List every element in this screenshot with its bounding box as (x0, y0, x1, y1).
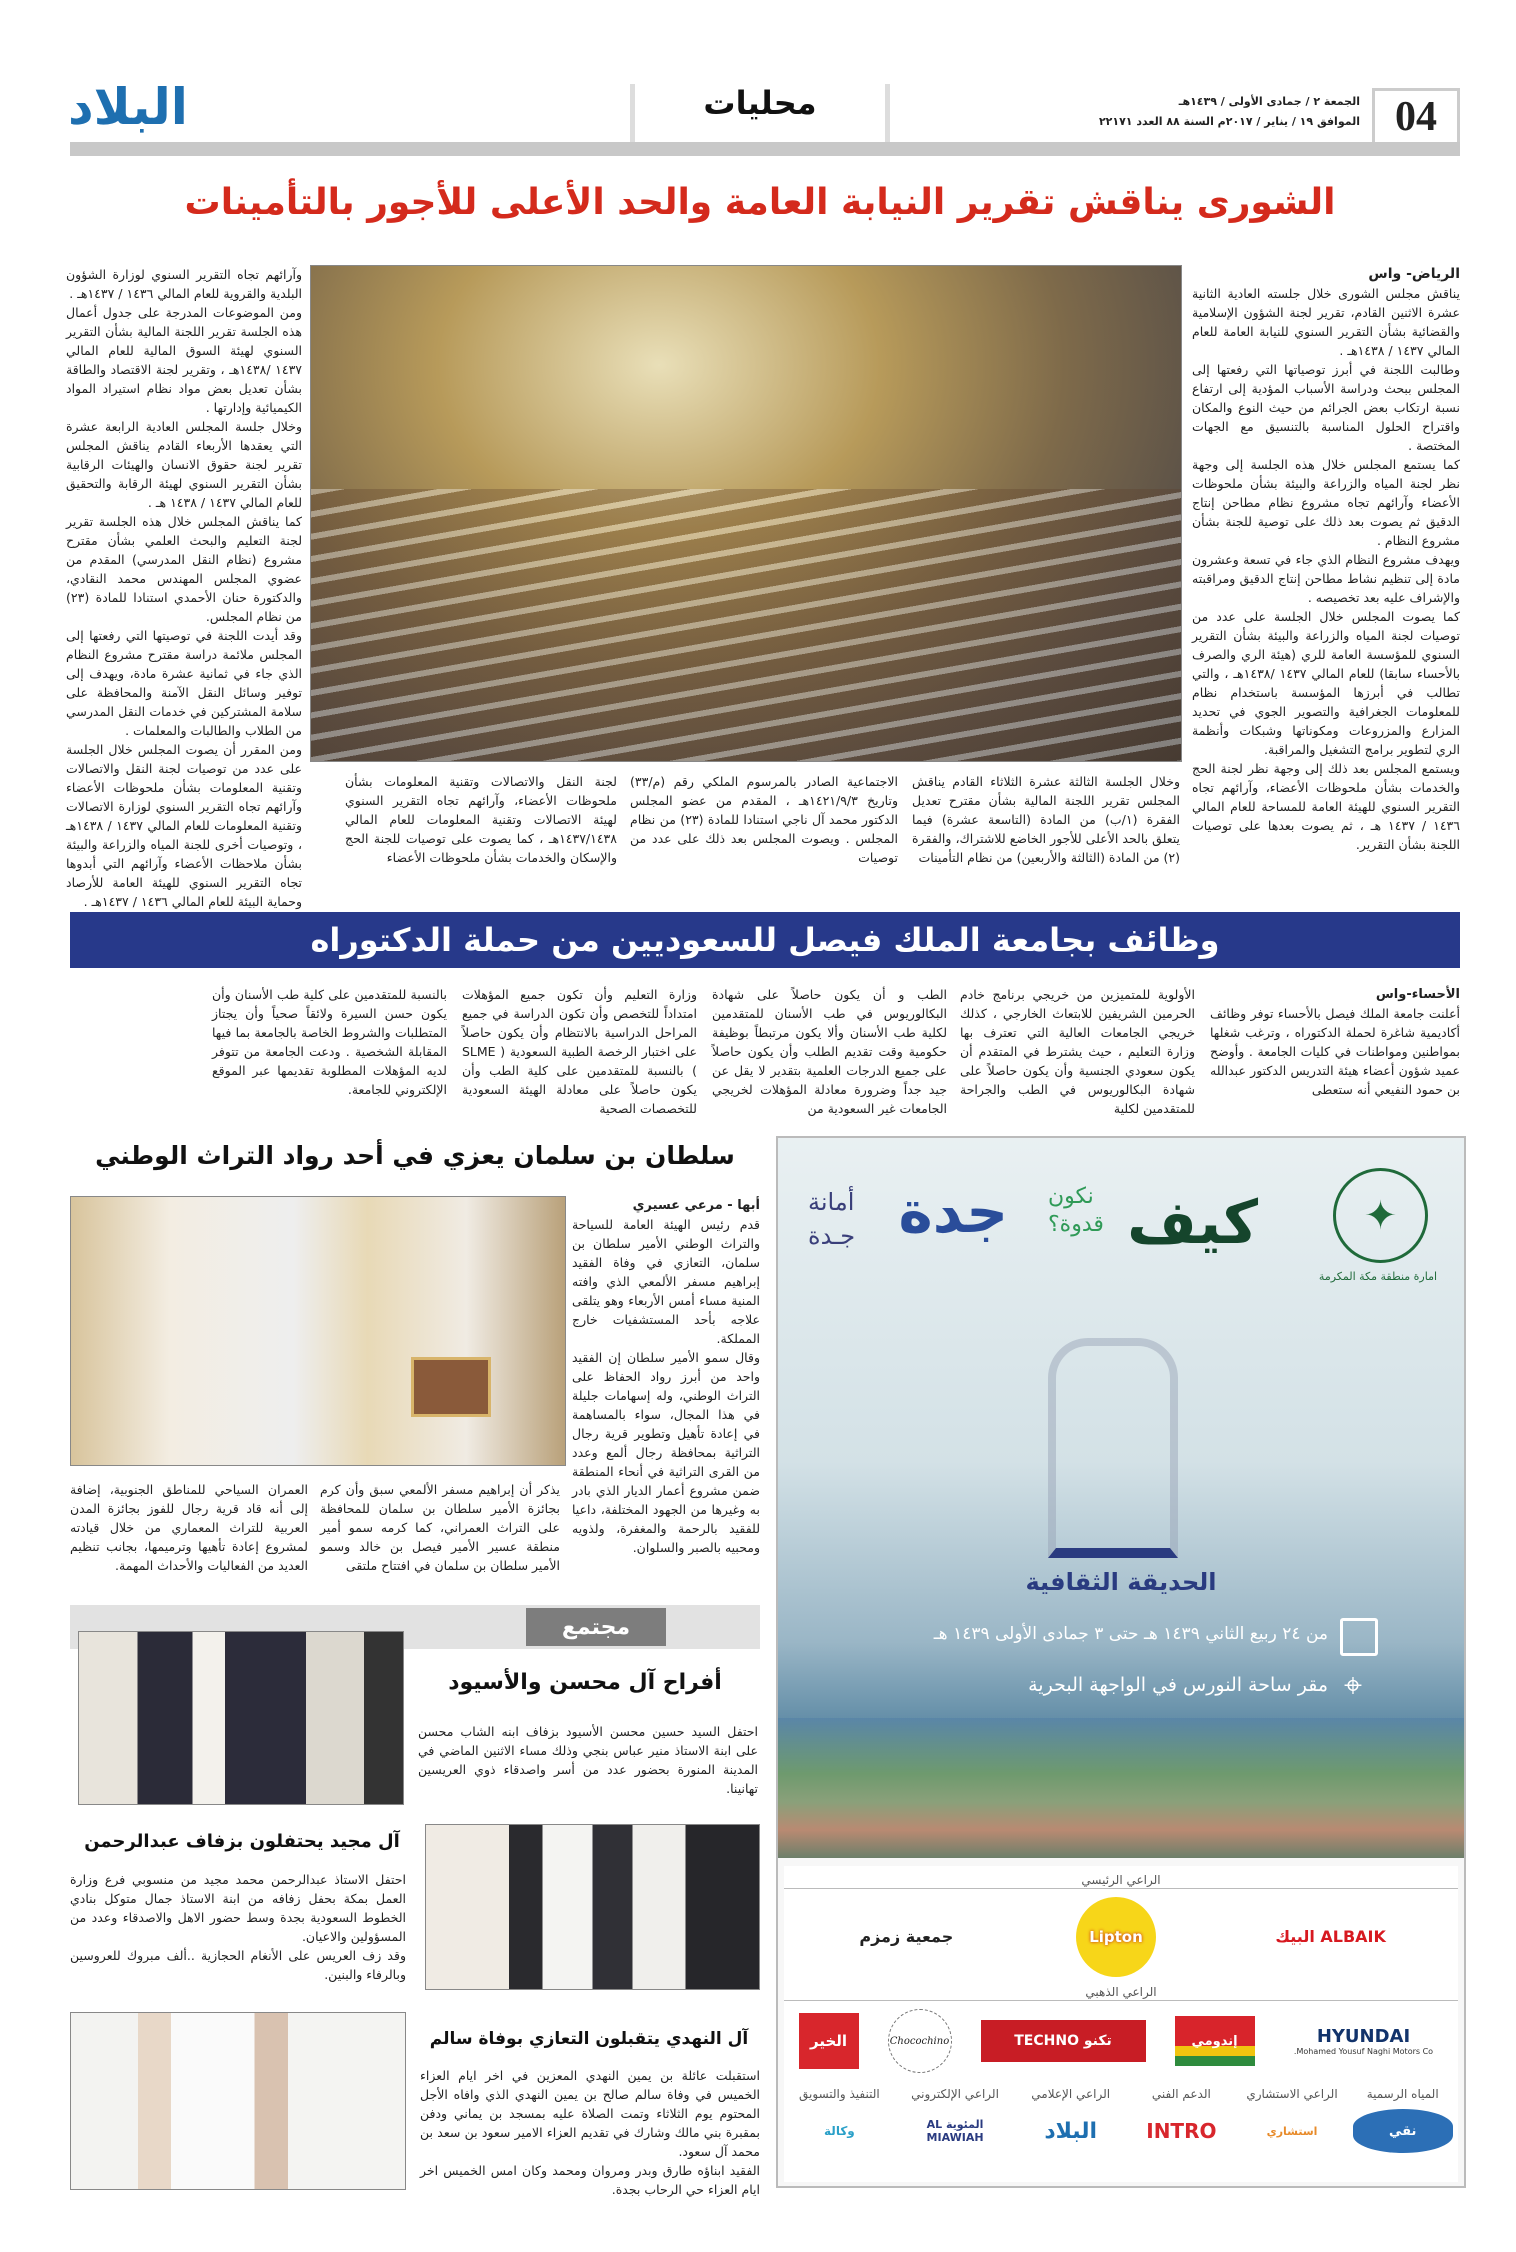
article3-col-right (572, 1196, 760, 1557)
slogan-sub: قدوة؟ (1048, 1212, 1104, 1237)
sponsor-online (900, 2087, 1010, 2153)
article2-col-5: بالنسبة للمتقدمين على كلية طب الأسنان وأن يكون حسن السيرة ولائقاً صحياً وأن يجتاز المتطلبات والشروط الخاصة بالجامعة بما فيها المقابلة الشخصية . ودعت الجامعة من تتوفر لديه المؤهلات المطلوبة تقديمها عبر الموقع الإلكتروني للجامعة. (212, 987, 447, 1097)
sponsor-hyundai (1284, 2026, 1444, 2056)
sponsor-logo: البلاد (1044, 2118, 1098, 2144)
hyundai-dealer: Mohamed Yousuf Naghi Motors Co. (1293, 2047, 1434, 2056)
calendar-icon (1340, 1618, 1378, 1656)
paragraph: الفقيد ابناؤه طارق وبدر ومروان ومحمد وكان امس الخميس اخر ايام العزاء حي الرحاب بجدة. (420, 2163, 760, 2197)
article3-col-bottom-2: العمران السياحي للمناطق الجنوبية، إضافة إلى أنه قاد قرية رجال للفوز بجائزة المدن العربية للتراث المعماري من خلال قيادته لمشروع إعادة تأهيها وترميمها، بجانب تنظيم العديد من الفعاليات والأحداث المهمة. (70, 1482, 308, 1573)
sponsor-role: الراعي الاستشاري (1246, 2087, 1338, 2101)
newspaper-logo[interactable]: البلاد (68, 78, 188, 136)
paragraph: وقد أيدت اللجنة في توصيتها التي رفعتها إلى المجلس ملائمة دراسة مقترح مشروع النظام الذي جاء في ثمانية عشرة مادة، ويهدف إلى توفير وسائل النقل الآمنة والمحافظة على سلامة المشتركين في خدمات النقل المدرسي من الطلاب والطالبات والمعلمات . (66, 628, 302, 738)
jeddah-municipality-logo (808, 1178, 1008, 1278)
dateline: الرياض- واس (1368, 266, 1460, 282)
paragraph: أعلنت جامعة الملك فيصل بالأحساء توفر وظائف أكاديمية شاغرة لحملة الدكتوراه ، وترغب شغلها بمواطنين ومواطنات في كليات الجامعة . وأوضح عميد شؤون أعضاء هيئة التدريس الدكتور عبدالله بن حمود النفيعي أنه ستعطى (1210, 1006, 1460, 1097)
headline-wedding-2: آل مجيد يحتفلون بزفاف عبدالرحمن (84, 1831, 400, 1852)
headline-sultan: سلطان بن سلمان يعزي في أحد رواد التراث الوطني (95, 1141, 735, 1170)
header-rule (70, 142, 1460, 156)
condolence-photo (70, 1196, 566, 1466)
sponsor-lipton-logo: Lipton (1076, 1897, 1156, 1977)
section-title: محليات (703, 84, 817, 122)
section-label-text: مجتمع (561, 1614, 631, 1640)
paragraph: كما يصوت المجلس خلال الجلسة على عدد من توصيات لجنة المياه والزراعة والبيئة بشأن التقرير السنوي للمؤسسة العامة للري (هيئة الري والصرف بالأحساء سابقا) للعام المالي ١٤٣٧ /١٤٣٨هـ ، والتي تطالب في أبرزها المؤسسة باستخدام نظام للمعلومات الجغرافية والتصوير الجوي في تحديد المزارع والمزروعات ومكوناتها وشبكات وأنظمة الري لتطوير برامج التشغيل والمراقبة. (1192, 609, 1460, 757)
book-logo-icon (1048, 1338, 1178, 1558)
section-tab (630, 84, 890, 144)
paragraph: كما يناقش المجلس خلال هذه الجلسة تقرير لجنة التعليم والبحث العلمي بشأن مقترح مشروع (نظام النقل المدرسي) المقدم من عضوي المجلس المهندس محمد النقادي، والدكتورة حنان الأحمدي استنادا للمادة (٢٣) من نظام المجلس. (66, 514, 302, 624)
page-number-box (1372, 88, 1460, 146)
date-gregorian: الموافق ١٩ / يناير / ٢٠١٧م السنة ٨٨ العدد ٢٢١٧١ (1098, 115, 1360, 128)
logo-small: جـدة (808, 1222, 856, 1250)
shura-chamber-photo (310, 265, 1182, 762)
event-name: الحديقة الثقافية (1025, 1568, 1217, 1596)
cultural-park-ad[interactable] (776, 1136, 1466, 2188)
article1-col-bottom-3: لجنة النقل والاتصالات وتقنية المعلومات بشأن ملحوظات الأعضاء، وآرائهم تجاه التقرير السنوي لهيئة الاتصالات وتقنية المعلومات للعام المالي ١٤٣٧/١٤٣٨هـ ، كما يصوت على توصيات للجنة الحج والإسكان والخدمات بشأن ملحوظات الأعضاء (345, 774, 617, 865)
article2-col-2: الأولوية للمتميزين من خريجي برنامج خادم الحرمين الشريفين للابتعاث الخارجي ، كذلك خريجي الجامعات العالية التي تعترف بها وزارة التعليم ، حيث يشترط في المتقدم أن يكون سعودي الجنسية وأن يكون حاصلاً على شهادة البكالوريوس في الطب والجراحة للمتقدمين لكلية (960, 987, 1195, 1116)
sponsor-media (1021, 2087, 1121, 2153)
sponsor-technical (1131, 2087, 1231, 2153)
slogan-main: كيف (1127, 1188, 1258, 1258)
paragraph: ومن المقرر أن يصوت المجلس خلال الجلسة على عدد من توصيات لجنة النقل والاتصالات وتقنية المعلومات بشأن ملحوظات الأعضاء وآرائهم تجاه التقرير السنوي لوزارة الاتصالات وتقنية المعلومات للعام المالي ١٤٣٧ / ١٤٣٨هـ ، وتوصيات أخرى للجنة المياه والزراعة والبيئة بشأن ملاحظات الأعضاء وآرائهم التي أبدوها تجاه التقرير السنوي للهيئة العامة للأرصاد وحماية البيئة للعام المالي ١٤٣٦ / ١٤٣٧هـ . (66, 742, 302, 909)
sponsor-logo: استشاري (1266, 2124, 1318, 2138)
issue-date (940, 92, 1360, 132)
community-section-label (526, 1608, 666, 1646)
sponsor-logo: INTRO (1146, 2119, 1217, 2143)
gold-sponsor-label: الراعي الذهبي (784, 1984, 1458, 2001)
sponsor-role: الدعم الفني (1151, 2087, 1211, 2101)
sponsor-role: الراعي الإعلامي (1031, 2087, 1111, 2101)
sponsor-role: الراعي الإلكتروني (911, 2087, 999, 2101)
headline-wedding-1: أفراح آل محسن والأسيود (448, 1670, 722, 1695)
article1-col-bottom-1: وخلال الجلسة الثالثة عشرة الثلاثاء القادم يناقش المجلس تقرير اللجنة المالية بشأن مقترح تعديل الفقرة (١/ب) من المادة (التاسعة عشرة) فيما يتعلق بالحد الأعلى للأجور الخاضع للاشتراك، والفقرة (٢) من المادة (الثالثة والأربعين) من نظام التأمينات (912, 774, 1180, 865)
paragraph: وطالبت اللجنة في أبرز توصياتها التي رفعتها إلى المجلس ببحث ودراسة الأسباب المؤدية إلى ارتفاع نسبة ارتكاب بعض الجرائم من حيث النوع والمكان واقتراح الحلول المناسبة بالتنسيق مع الجهات المختصة . (1192, 362, 1460, 453)
article1-col-left (66, 265, 302, 911)
sponsor-alkhair-logo: الخير (799, 2013, 859, 2069)
condolence-text (420, 2066, 760, 2199)
page-number: 04 (1395, 94, 1437, 140)
sponsor-zamzam-logo: جمعية زمزم (859, 1927, 954, 1946)
headline-shura: الشورى يناقش تقرير النيابة العامة والحد الأعلى للأجور بالتأمينات (184, 182, 1336, 223)
sponsor-marketing (789, 2087, 889, 2153)
slogan-sub: نكون (1048, 1184, 1094, 1209)
wedding-photo-1 (78, 1631, 404, 1805)
byline: أبها - مرعي عسيري (632, 1198, 760, 1213)
article2-col-1 (1210, 985, 1460, 1097)
paragraph: يناقش مجلس الشورى خلال جلسته العادية الثانية عشرة الاثنين القادم، تقرير لجنة الشؤون الإسلامية والقضائية بشأن التقرير السنوي للنيابة العامة للعام المالي ١٤٣٧ / ١٤٣٨هـ . (1192, 286, 1460, 358)
headline-banner (70, 912, 1460, 968)
sponsor-consultant (1242, 2087, 1342, 2153)
wedding-1-text: احتفل السيد حسين محسن الأسيود بزفاف ابنه الشاب محسن على ابنة الاستاذ منير عباس بنجي وذلك مساء الاثنين الماضي في المدينة المنورة بحضور عدد من أسر واصدقاء ذوي العريسين تهانينا. (418, 1724, 758, 1796)
paragraph: وقد زف العريس على الأنغام الحجازية ..ألف مبروك للعروسين وبالرفاء والبنين. (70, 1948, 406, 1982)
emblem-icon: ✦ (1333, 1168, 1428, 1263)
dateline: الأحساء-واس (1375, 987, 1460, 1002)
sponsor-role: التنفيذ والتسويق (799, 2087, 880, 2101)
sponsor-water (1353, 2087, 1453, 2153)
paragraph: ومن الموضوعات المدرجة على جدول أعمال هذه الجلسة تقرير اللجنة المالية بشأن التقرير السنوي لهيئة السوق المالية للعام المالي ١٤٣٧ /١٤٣٨هـ ، وتقرير لجنة الاقتصاد والطاقة بشأن تعديل بعض مواد نظام استيراد المواد الكيميائية وإدارتها . (66, 305, 302, 415)
article2-col-3: الطب و أن يكون حاصلاً على شهادة البكالوريوس في طب الأسنان للمتقدمين لكلية طب الأسنان وألا يكون مرتبطاً بوظيفة حكومية وقت تقديم الطلب وأن يكون حاصلاً على جميع الدرجات العلمية بتقدير لا يقل عن جيد جداً وضرورة معادلة المؤهلات لخريجي الجامعات غير السعودية من (712, 987, 947, 1116)
paragraph: ويستمع المجلس بعد ذلك إلى وجهة نظر لجنة الحج والخدمات بشأن ملحوظات الأعضاء، وآرائهم تجاه التقرير السنوي للهيئة العامة للمساحة للعام المالي ١٤٣٦ / ١٤٣٧ هـ ، ثم يصوت بعدها على توصيات اللجنة بشأن التقرير. (1192, 761, 1460, 852)
article3-col-bottom-1: يذكر أن إبراهيم مسفر الألمعي سبق وأن كرم بجائزة الأمير سلطان بن سلمان للمحافظة على التراث العمراني، كما كرمه سمو أمير منطقة عسير الأمير فيصل بن خالد وسمو الأمير سلطان بن سلمان في افتتاح ملتقى (320, 1482, 560, 1573)
article1-col-bottom-2: الاجتماعية الصادر بالمرسوم الملكي رقم (م/٣٣) وتاريخ ١٤٢١/٩/٣هـ ، المقدم من عضو المجلس الدكتور محمد آل ناجي استنادا للمادة (٢٣) من نظام المجلس . ويصوت المجلس بعد ذلك على عدد من توصيات (630, 774, 899, 865)
sponsor-logo: نقي (1353, 2109, 1453, 2153)
sponsor-indomie-logo: إندومي (1175, 2016, 1255, 2066)
condolence-photo-2 (70, 2012, 406, 2190)
paragraph: وقال سمو الأمير سلطان إن الفقيد واحد من أبرز رواد الحفاظ على التراث الوطني، وله إسهامات جليلة في هذا المجال، سواء بالمساهمة في إعادة تأهيل وتطوير قرية رجال التراثية بمحافظة رجال ألمع وعدد من القرى التراثية في أنحاء المنطقة ضمن مشروع أعمار الديار الذي بادر به وغيرها من الجهود المختلفة، داعيا للفقيد بالرحمة والمغفرة، ولذويه ومحبيه بالصبر والسلوان. (572, 1350, 760, 1555)
waterfront-aerial-photo (778, 1718, 1464, 1858)
sponsor-role: المياه الرسمية (1366, 2087, 1439, 2101)
sponsor-techno-logo: تكنو TECHNO (981, 2020, 1146, 2062)
sponsor-chocochino-logo: Chocochino (888, 2009, 952, 2073)
paragraph: كما يستمع المجلس خلال هذه الجلسة إلى وجهة نظر لجنة المياه والزراعة والبيئة بشأن ملحوظات الأعضاء وآرائهم تجاه مشروع نظام مطاحن إنتاج الدقيق ثم يصوت بعد ذلك على توصية للجنة بشأن مشروع النظام . (1192, 457, 1460, 548)
logo-big: جدة (898, 1178, 1008, 1246)
paragraph: وخلال جلسة المجلس العادية الرابعة عشرة التي يعقدها الأربعاء القادم يناقش المجلس تقرير لجنة حقوق الانسان والهيئات الرقابية بشأن التقرير السنوي لهيئة الرقابة والتحقيق للعام المالي ١٤٣٧ / ١٤٣٨ هـ . (66, 419, 302, 510)
headline-condolence: آل النهدي يتقبلون التعازي بوفاة سالم (429, 2029, 749, 2049)
wedding-photo-2 (425, 1824, 760, 1990)
org-right-name: امارة منطقة مكة المكرمة (1318, 1270, 1438, 1283)
article1-col-right (1192, 265, 1460, 854)
paragraph: احتفل الاستاذ عبدالرحمن محمد مجيد من منسوبي فرع وزارة العمل بمكة بحفل زفافه من ابنة الاستاذ جمال متوكل بنادي الخطوط السعودية بجدة وسط حضور الاهل والاصدقاء وعدد من المسؤولين والاعيان. (70, 1872, 406, 1944)
headline-king-faisal-jobs: وظائف بجامعة الملك فيصل للسعوديين من حملة الدكتوراه (310, 920, 1220, 959)
date-hijri: الجمعة ٢ / جمادى الأولى / ١٤٣٩هـ (1178, 95, 1360, 108)
wedding-2-text (70, 1870, 406, 1984)
slogan (1038, 1178, 1258, 1278)
paragraph: استقبلت عائلة بن يمين النهدي المعزين في اخر ايام العزاء الخميس في وفاة سالم صالح بن يمين النهدي الذي وافاه الأجل المحتوم يوم الثلاثاء وتمت الصلاة عليه بمسجد بن يماني ودفن بمقبرة بني مالك وشارك في تقديم العزاء الامير سعود بن سعد بن محمد آل سعود. (420, 2068, 760, 2159)
event-date: من ٢٤ ربيع الثاني ١٤٣٩ هـ حتى ٣ جمادى الأولى ١٤٣٩ هـ (933, 1624, 1328, 1644)
paragraph: وآرائهم تجاه التقرير السنوي لوزارة الشؤون البلدية والقروية للعام المالي ١٤٣٦ / ١٤٣٧هـ . (66, 267, 302, 301)
event-location: مقر ساحة النورس في الواجهة البحرية (1028, 1674, 1328, 1696)
paragraph: قدم رئيس الهيئة العامة للسياحة والتراث الوطني الأمير سلطان بن سلمان، التعازي في وفاة الفقيد إبراهيم مسفر الألمعي الذي وافته المنية مساء أمس الأربعاء وهو يتلقى علاجه بأحد المستشفيات خارج المملكة. (572, 1217, 760, 1346)
main-sponsor-label: الراعي الرئيسي (784, 1872, 1458, 1889)
article2-col-4: وزارة التعليم وأن تكون جميع المؤهلات امتداداً للتخصص وأن تكون الدراسة في جميع المراحل الدراسية بالانتظام وأن يكون حاصلاً على اختبار الرخصة الطبية السعودية ( SLME ) بالنسبة للمتقدمين على كلية الطب وأن يكون حاصلاً على معادلة الهيئة السعودية للتخصصات الصحية (462, 987, 697, 1116)
hyundai-logo: HYUNDAI (1316, 2026, 1411, 2047)
sponsors-panel (784, 1866, 1458, 2182)
sponsor-albaik-logo: البيك ALBAIK (1275, 1927, 1386, 1946)
location-pin-icon: ⌖ (1344, 1666, 1363, 1704)
logo-small: أمانة (808, 1188, 855, 1216)
paragraph: ويهدف مشروع النظام الذي جاء في تسعة وعشرون مادة إلى تنظيم نشاط مطاحن إنتاج الدقيق ومراقبته والإشراف عليه بعد تخصيصه . (1192, 552, 1460, 605)
sponsor-logo: وكالة (824, 2124, 855, 2138)
sponsor-logo: المئوية AL MIAWIAH (926, 2118, 984, 2144)
